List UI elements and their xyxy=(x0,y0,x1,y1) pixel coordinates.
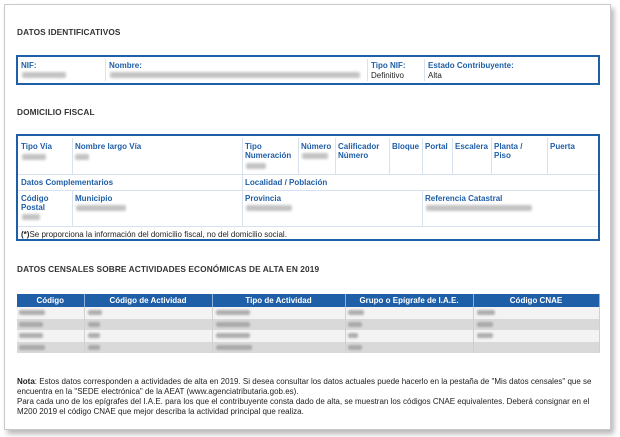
estado-contribuyente-label: Estado Contribuyente: xyxy=(428,61,514,70)
table-header-row xyxy=(17,294,599,307)
provincia-redacted xyxy=(246,205,292,211)
col-header-codigo: Código xyxy=(17,294,84,307)
tipo-via-redacted xyxy=(22,154,46,160)
calificador-label-2: Número xyxy=(338,151,369,160)
section-title-censales: DATOS CENSALES SOBRE ACTIVIDADES ECONÓMICAS DE ALTA EN 2019 xyxy=(17,264,320,274)
tipo-numeracion-label-1: Tipo xyxy=(245,142,262,151)
bloque-label: Bloque xyxy=(392,142,420,151)
escalera-label: Escalera xyxy=(455,142,488,151)
numero-label: Número xyxy=(301,142,332,151)
calificador-label-1: Calificador xyxy=(338,142,380,151)
identificativos-box xyxy=(16,55,600,85)
puerta-label: Puerta xyxy=(550,142,575,151)
nombre-value-redacted xyxy=(110,72,360,78)
planta-piso-label-1: Planta / xyxy=(494,142,523,151)
codigo-postal-redacted xyxy=(22,214,40,220)
col-header-codigo-cnae: Código CNAE xyxy=(473,294,599,307)
nota-label: Nota xyxy=(17,377,35,386)
portal-label: Portal xyxy=(425,142,448,151)
referencia-catastral-label: Referencia Catastral xyxy=(425,194,503,203)
nota-text xyxy=(17,377,599,417)
planta-piso-label-2: Piso xyxy=(494,151,511,160)
nif-label: NIF: xyxy=(21,61,37,70)
codigo-postal-label-1: Código xyxy=(21,194,49,203)
nombre-label: Nombre: xyxy=(109,61,142,70)
domicilio-footnote xyxy=(21,230,287,239)
table-row xyxy=(17,307,599,319)
col-header-tipo-actividad: Tipo de Actividad xyxy=(212,294,345,307)
table-row xyxy=(17,319,599,331)
col-header-codigo-actividad: Código de Actividad xyxy=(84,294,212,307)
tipo-numeracion-redacted xyxy=(246,163,266,169)
table-row xyxy=(17,342,599,354)
table-row xyxy=(17,330,599,342)
nota-line-2: Para cada uno de los epígrafes del I.A.E. para los que el contribuyente consta dado de alta, se muestran los códigos CNAE equivalentes. Deberá consignar en el M200 2019 el código CNAE que mejor describa la actividad principal que realiza. xyxy=(17,397,590,416)
actividades-table xyxy=(17,294,600,353)
tipo-nif-label: Tipo NIF: xyxy=(371,61,406,70)
municipio-redacted xyxy=(76,205,126,211)
datos-complementarios-label: Datos Complementarios xyxy=(21,178,114,187)
footnote-text: Se proporciona la información del domicilio fiscal, no del domicilio social. xyxy=(29,230,287,239)
nota-line-1: : Estos datos corresponden a actividades de alta en 2019. Si desea consultar los datos actuales puede hacerlo en la pestaña de "Mis datos censales" que se encuentra en la "SEDE electrónica" de la AEAT (www.agenciatributaria.gob.es). xyxy=(17,377,592,396)
col-header-grupo-epigrafe: Grupo o Epígrafe de I.A.E. xyxy=(345,294,473,307)
footnote-marker: (*) xyxy=(21,230,30,239)
section-title-domicilio: DOMICILIO FISCAL xyxy=(17,107,95,117)
tipo-numeracion-label-2: Numeración xyxy=(245,151,292,160)
localidad-label: Localidad / Población xyxy=(245,178,328,187)
nif-value-redacted xyxy=(22,72,66,78)
nombre-via-redacted xyxy=(75,154,89,160)
nombre-largo-via-label: Nombre largo Vía xyxy=(75,142,142,151)
referencia-catastral-redacted xyxy=(426,205,532,211)
tipo-nif-value: Definitivo xyxy=(371,71,404,80)
codigo-postal-label-2: Postal xyxy=(21,203,46,212)
numero-redacted xyxy=(302,153,328,159)
section-title-identificativos: DATOS IDENTIFICATIVOS xyxy=(17,27,121,37)
estado-contribuyente-value: Alta xyxy=(428,71,442,80)
tipo-via-label: Tipo Vía xyxy=(21,142,52,151)
municipio-label: Municipio xyxy=(75,194,113,203)
provincia-label: Provincia xyxy=(245,194,282,203)
domicilio-box xyxy=(16,134,600,241)
